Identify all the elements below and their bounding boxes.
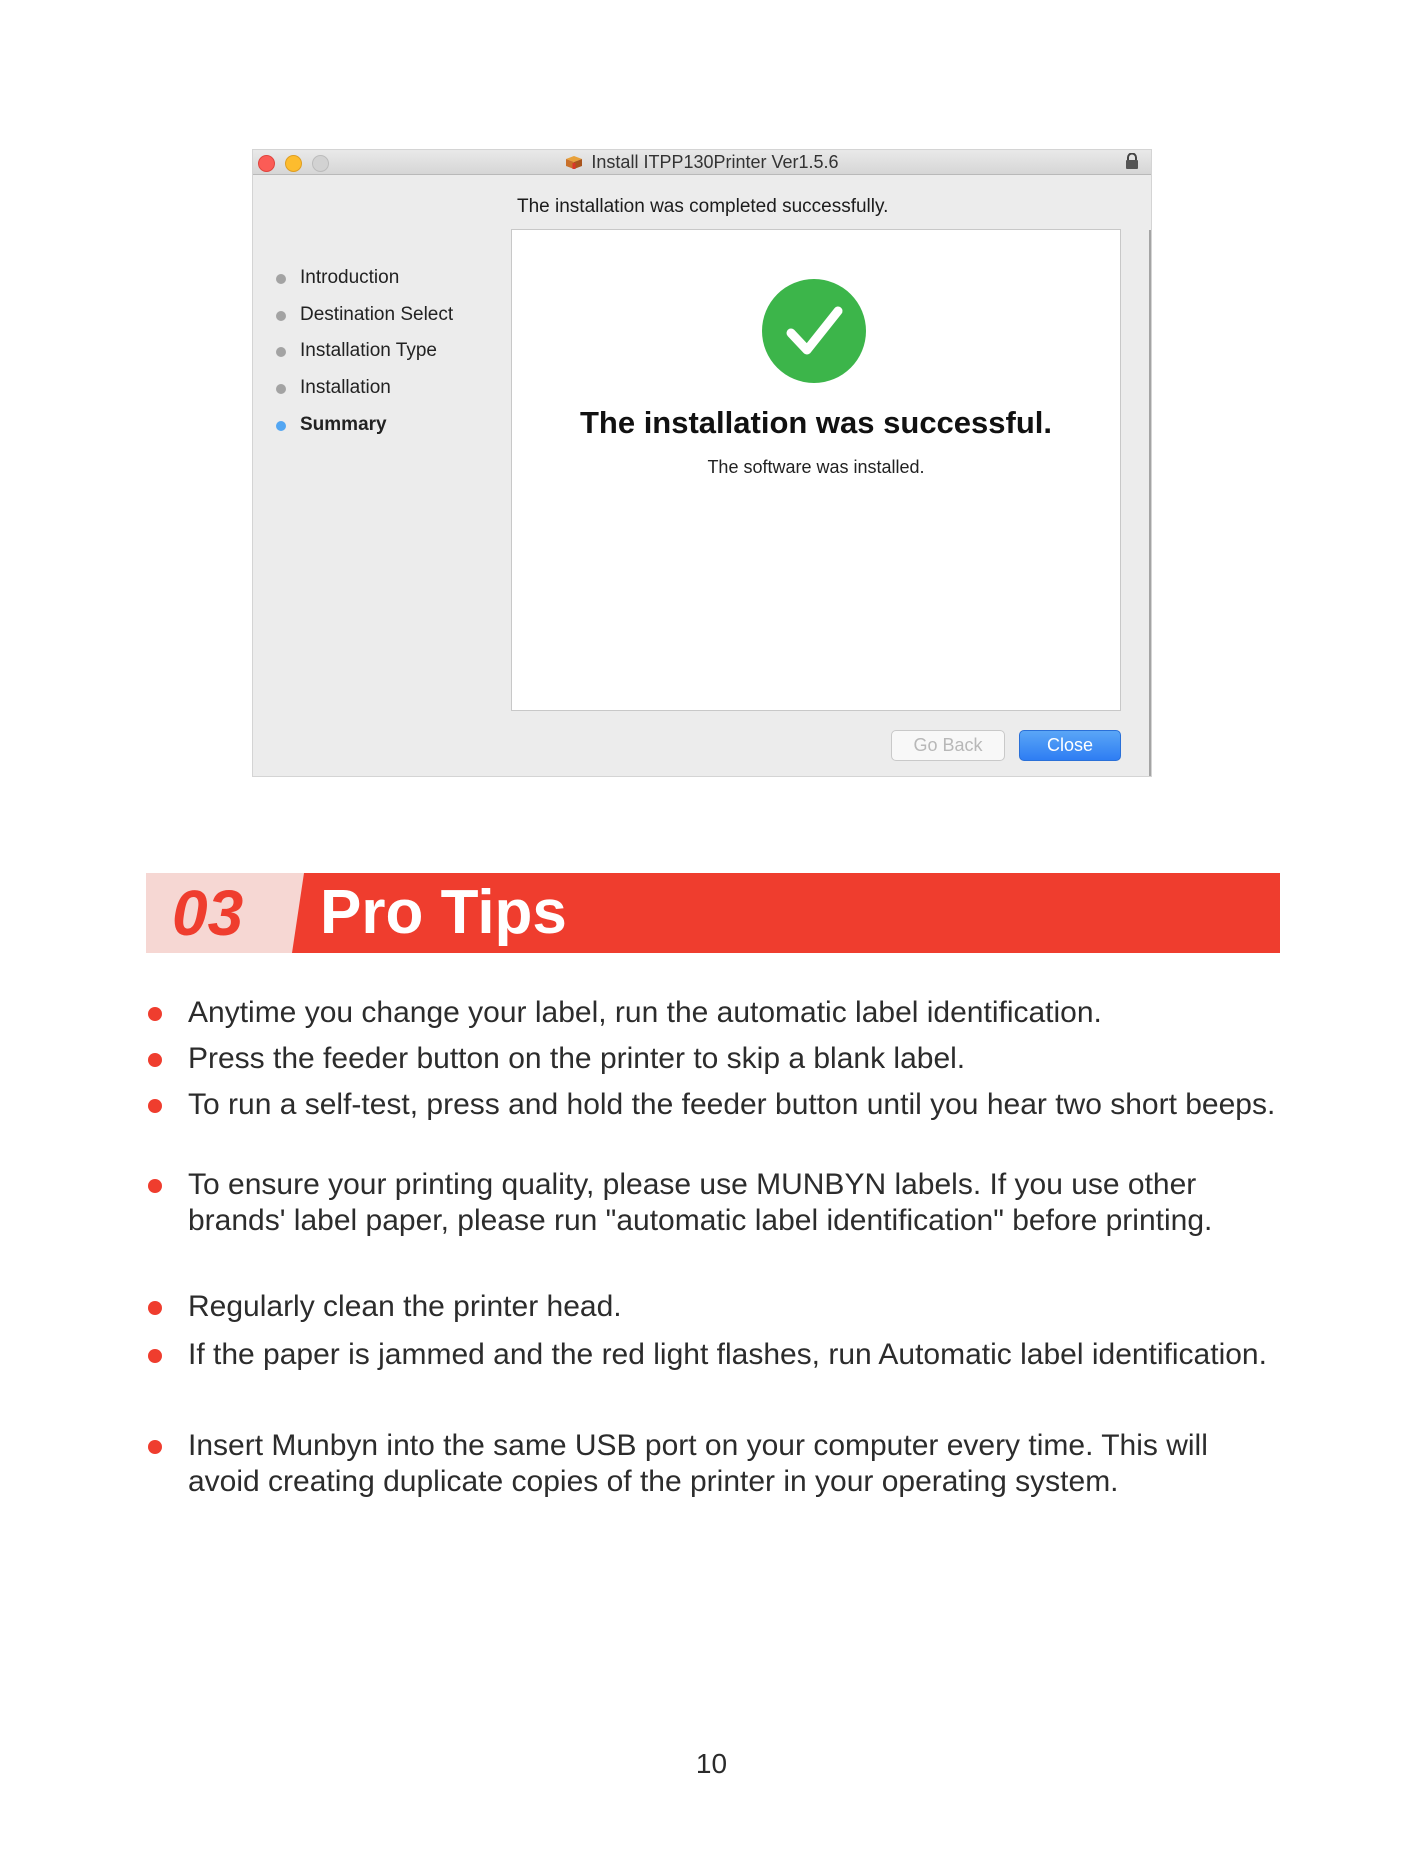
bullet-icon bbox=[148, 1053, 162, 1067]
sidebar-item-installation-type bbox=[271, 333, 453, 370]
installer-heading: The installation was completed successfully. bbox=[517, 196, 889, 217]
close-button[interactable]: Close bbox=[1019, 730, 1121, 761]
sidebar-item-label: Installation bbox=[300, 377, 391, 399]
window-title: Install ITPP130Printer Ver1.5.6 bbox=[591, 152, 839, 172]
window-edge bbox=[1149, 230, 1151, 776]
success-check-icon bbox=[761, 278, 867, 384]
installer-window bbox=[253, 150, 1151, 776]
window-titlebar bbox=[253, 150, 1151, 175]
bullet-icon bbox=[148, 1099, 162, 1113]
success-title: The installation was successful. bbox=[579, 405, 1053, 440]
window-title-area bbox=[253, 152, 1151, 173]
step-dot-icon bbox=[276, 347, 286, 357]
sidebar-item-label: Destination Select bbox=[300, 303, 454, 325]
tip-text: To ensure your printing quality, please use MUNBYN labels. If you use other brands' label paper, please run "automatic label identification" before printing. bbox=[188, 1168, 1213, 1237]
installer-steps-sidebar bbox=[271, 260, 453, 443]
list-item bbox=[146, 995, 1286, 1031]
bullet-icon bbox=[148, 1301, 162, 1315]
list-item bbox=[146, 1087, 1286, 1123]
list-item bbox=[146, 1289, 1286, 1325]
sidebar-item-label: Introduction bbox=[300, 267, 400, 288]
section-header-banner bbox=[146, 873, 1280, 953]
section-number: 03 bbox=[172, 877, 244, 949]
sidebar-item-destination-select bbox=[271, 297, 453, 334]
go-back-button[interactable]: Go Back bbox=[891, 730, 1005, 761]
page-number: 10 bbox=[695, 1748, 728, 1779]
step-dot-icon bbox=[276, 274, 286, 284]
success-subtitle: The software was installed. bbox=[707, 457, 925, 477]
sidebar-item-introduction bbox=[271, 260, 453, 297]
list-item bbox=[146, 1041, 1286, 1077]
step-dot-icon bbox=[276, 311, 286, 321]
bullet-icon bbox=[148, 1440, 162, 1454]
installer-content-panel bbox=[511, 229, 1121, 711]
step-dot-active-icon bbox=[276, 421, 286, 431]
section-title: Pro Tips bbox=[320, 878, 567, 947]
bullet-icon bbox=[148, 1179, 162, 1193]
tip-text: If the paper is jammed and the red light flashes, run Automatic label identification. bbox=[188, 1338, 1267, 1371]
sidebar-item-label: Summary bbox=[300, 413, 387, 435]
tip-text: Anytime you change your label, run the automatic label identification. bbox=[188, 996, 1102, 1029]
list-item bbox=[146, 1337, 1286, 1373]
tip-text: Insert Munbyn into the same USB port on your computer every time. This will avoid creating duplicate copies of the printer in your operating system. bbox=[188, 1429, 1208, 1498]
step-dot-icon bbox=[276, 384, 286, 394]
sidebar-item-summary bbox=[271, 407, 453, 444]
package-icon bbox=[565, 154, 583, 169]
sidebar-item-installation bbox=[271, 370, 453, 407]
tip-text: To run a self-test, press and hold the feeder button until you hear two short beeps. bbox=[188, 1088, 1276, 1121]
bullet-icon bbox=[148, 1007, 162, 1021]
lock-icon[interactable] bbox=[1125, 153, 1139, 170]
tip-text: Press the feeder button on the printer to skip a blank label. bbox=[188, 1042, 966, 1075]
sidebar-item-label: Installation Type bbox=[300, 340, 437, 362]
bullet-icon bbox=[148, 1349, 162, 1363]
list-item bbox=[146, 1428, 1286, 1500]
list-item bbox=[146, 1167, 1286, 1239]
tip-text: Regularly clean the printer head. bbox=[188, 1290, 622, 1323]
